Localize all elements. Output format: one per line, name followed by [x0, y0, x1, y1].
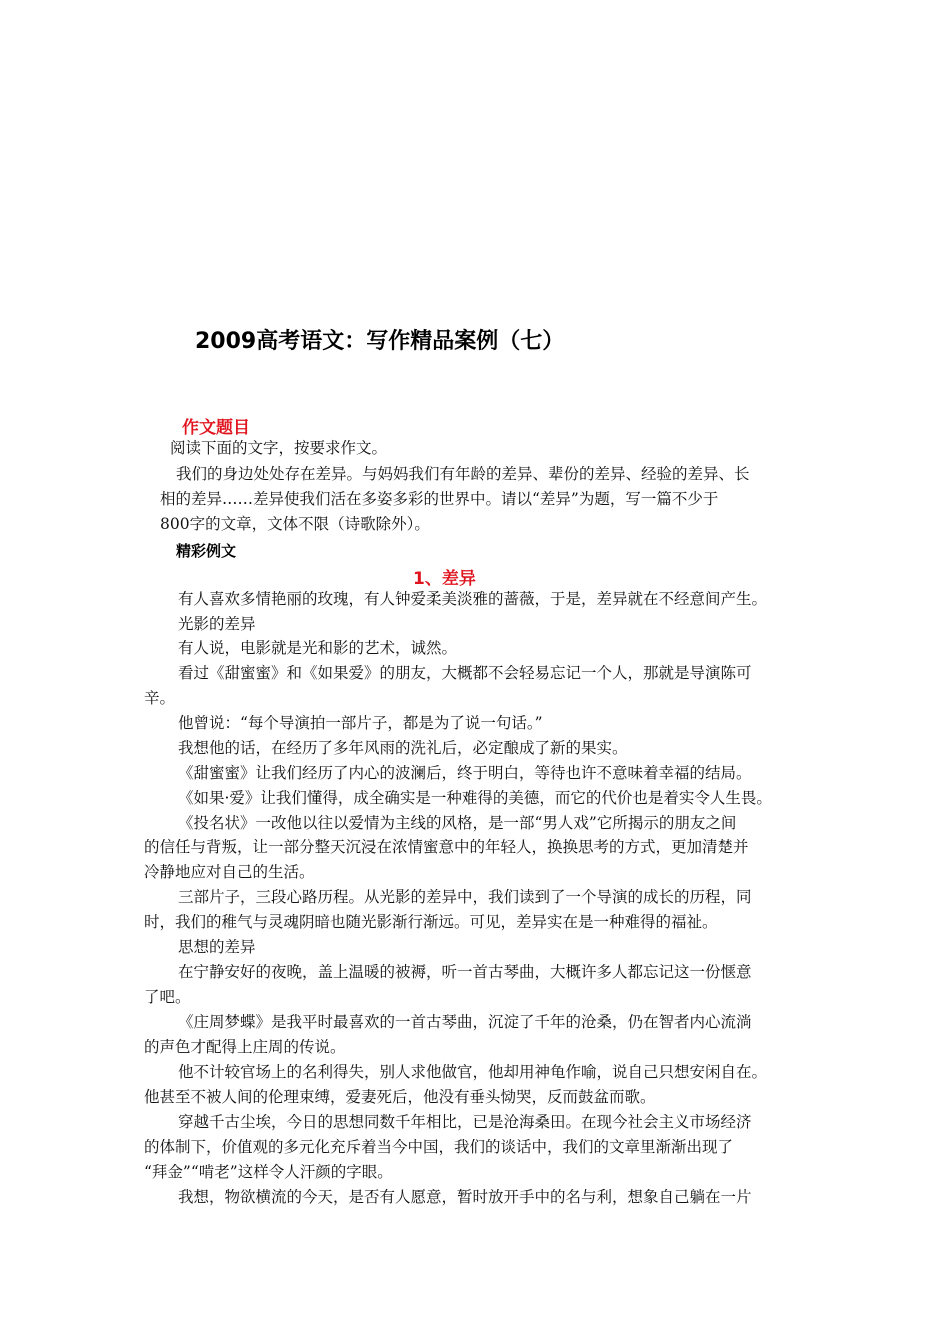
essay-line: 思想的差异	[178, 938, 256, 956]
essay-line: 他不计较官场上的名利得失，别人求他做官，他却用神龟作喻，说自己只想安闲自在。	[178, 1063, 768, 1081]
essay-line: 在宁静安好的夜晚，盖上温暖的被褥，听一首古琴曲，大概许多人都忘记这一份惬意	[178, 963, 752, 981]
prompt-heading: 作文题目	[182, 418, 250, 438]
examples-heading: 精彩例文	[176, 542, 237, 560]
essay-line: 辛。	[144, 689, 176, 707]
essay-line: 看过《甜蜜蜜》和《如果爱》的朋友，大概都不会轻易忘记一个人，那就是导演陈可	[178, 664, 752, 682]
essay-line: 他甚至不被人间的伦理束缚，爱妻死后，他没有垂头恸哭，反而鼓盆而歌。	[144, 1088, 656, 1106]
essay-line: 我想，物欲横流的今天，是否有人愿意，暂时放开手中的名与利，想象自己躺在一片	[178, 1188, 752, 1206]
essay-line: 《如果·爱》让我们懂得，成全确实是一种难得的美德，而它的代价也是着实令人生畏。	[178, 789, 772, 807]
prompt-line: 阅读下面的文字，按要求作文。	[170, 439, 388, 457]
essay-line: “拜金”“啃老”这样令人汗颜的字眼。	[144, 1163, 393, 1181]
essay-title: 1、差异	[413, 569, 476, 589]
essay-line: 《投名状》一改他以往以爱情为主线的风格，是一部“男人戏”它所揭示的朋友之间	[178, 814, 737, 832]
essay-line: 我想他的话，在经历了多年风雨的洗礼后，必定酿成了新的果实。	[178, 739, 628, 757]
essay-line: 《庄周梦蝶》是我平时最喜欢的一首古琴曲，沉淀了千年的沧桑，仍在智者内心流淌	[178, 1013, 752, 1031]
essay-line: 的体制下，价值观的多元化充斥着当今中国，我们的谈话中，我们的文章里渐渐出现了	[144, 1138, 734, 1156]
prompt-line: 我们的身边处处存在差异。与妈妈我们有年龄的差异、辈份的差异、经验的差异、长	[176, 465, 750, 483]
prompt-line: 800字的文章，文体不限（诗歌除外）。	[160, 515, 430, 533]
essay-line: 的声色才配得上庄周的传说。	[144, 1038, 346, 1056]
document-title: 2009高考语文：写作精品案例（七）	[195, 329, 565, 354]
essay-line: 三部片子，三段心路历程。从光影的差异中，我们读到了一个导演的成长的历程，同	[178, 888, 752, 906]
essay-line: 有人说，电影就是光和影的艺术，诚然。	[178, 639, 458, 657]
essay-line: 的信任与背叛，让一部分整天沉浸在浓情蜜意中的年轻人，换换思考的方式，更加清楚并	[144, 838, 749, 856]
essay-line: 光影的差异	[178, 615, 256, 633]
prompt-line: 相的差异……差异使我们活在多姿多彩的世界中。请以“差异”为题，写一篇不少于	[160, 490, 719, 508]
essay-line: 《甜蜜蜜》让我们经历了内心的波澜后，终于明白，等待也许不意味着幸福的结局。	[178, 764, 752, 782]
essay-line: 冷静地应对自己的生活。	[144, 863, 315, 881]
essay-line: 有人喜欢多情艳丽的玫瑰，有人钟爱柔美淡雅的蔷薇，于是，差异就在不经意间产生。	[178, 590, 768, 608]
essay-line: 他曾说：“每个导演拍一部片子，都是为了说一句话。”	[178, 714, 543, 732]
essay-line: 穿越千古尘埃，今日的思想同数千年相比，已是沧海桑田。在现今社会主义市场经济	[178, 1113, 752, 1131]
essay-line: 了吧。	[144, 988, 191, 1006]
essay-line: 时，我们的稚气与灵魂阴暗也随光影渐行渐远。可见，差异实在是一种难得的福祉。	[144, 913, 718, 931]
